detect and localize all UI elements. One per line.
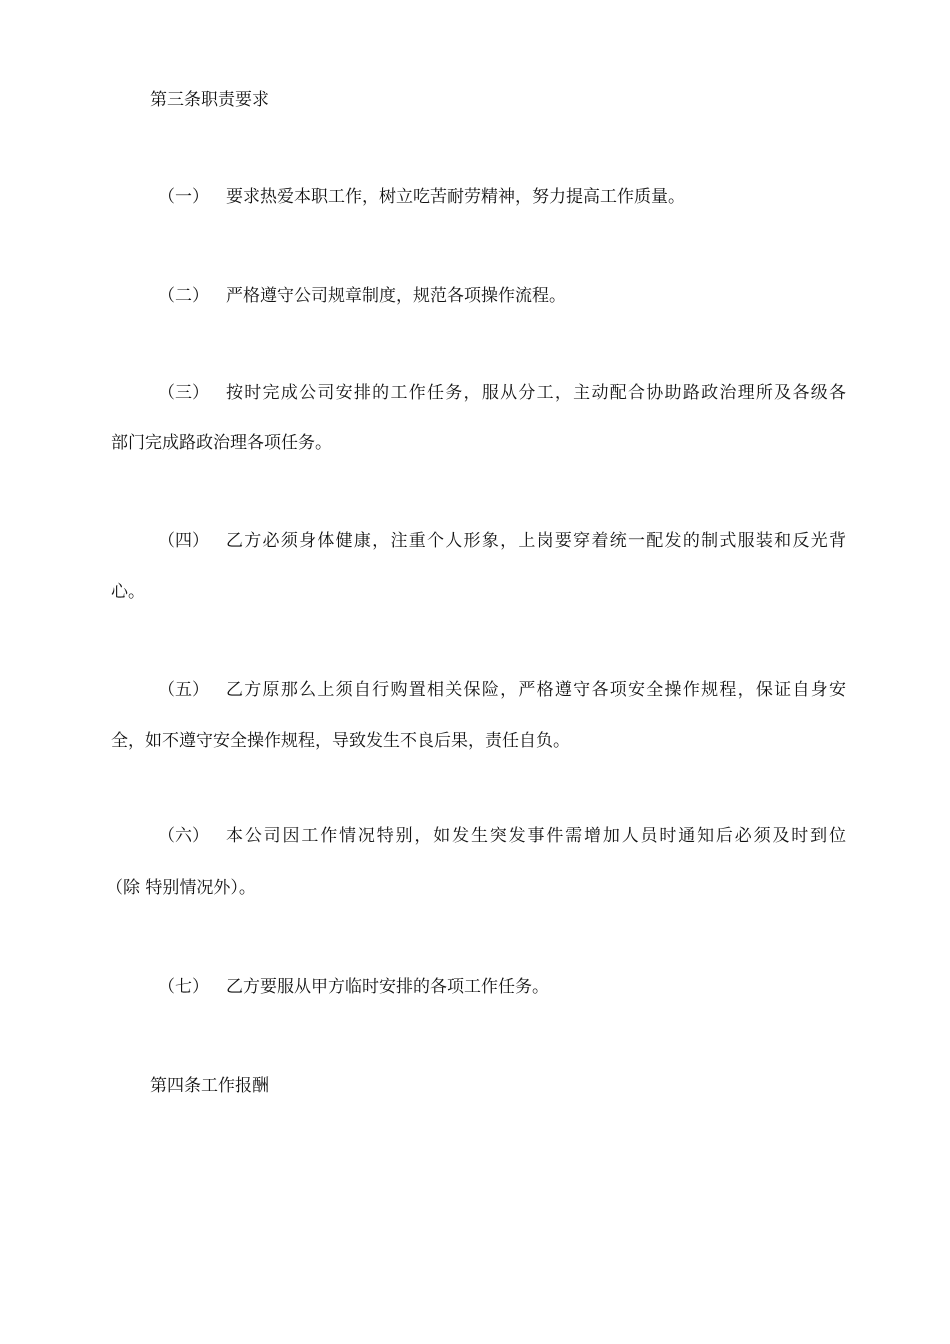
section-4-heading: 第四条工作报酬 — [150, 1076, 269, 1096]
item-1-text: 要求热爱本职工作，树立吃苦耐劳精神，努力提高工作质量。 — [226, 187, 685, 207]
section-3-heading: 第三条职责要求 — [150, 90, 269, 110]
item-7-marker: （七） — [158, 977, 209, 997]
item-2-text: 严格遵守公司规章制度，规范各项操作流程。 — [226, 286, 566, 306]
item-6-marker: （六） — [158, 826, 209, 846]
item-5-marker: （五） — [158, 680, 209, 700]
item-4-text-line2: 心。 — [111, 582, 145, 602]
item-3-text-line1: 按时完成公司安排的工作任务，服从分工，主动配合协助路政治理所及各级各 — [226, 383, 846, 403]
item-3-text-line2: 部门完成路政治理各项任务。 — [111, 433, 332, 453]
item-4-text-line1: 乙方必须身体健康，注重个人形象，上岗要穿着统一配发的制式服装和反光背 — [226, 531, 846, 551]
item-5-text-line2: 全，如不遵守安全操作规程，导致发生不良后果，责任自负。 — [111, 731, 570, 751]
item-5-text-line1: 乙方原那么上须自行购置相关保险，严格遵守各项安全操作规程，保证自身安 — [226, 680, 846, 700]
item-7-text: 乙方要服从甲方临时安排的各项工作任务。 — [226, 977, 549, 997]
item-4-marker: （四） — [158, 531, 209, 551]
item-6-text-line2: （除 特别情况外）。 — [106, 878, 256, 898]
item-6-text-line1: 本公司因工作情况特别，如发生突发事件需增加人员时通知后必须及时到位 — [226, 826, 846, 846]
item-1-marker: （一） — [158, 187, 209, 207]
item-3-marker: （三） — [158, 383, 209, 403]
item-2-marker: （二） — [158, 286, 209, 306]
